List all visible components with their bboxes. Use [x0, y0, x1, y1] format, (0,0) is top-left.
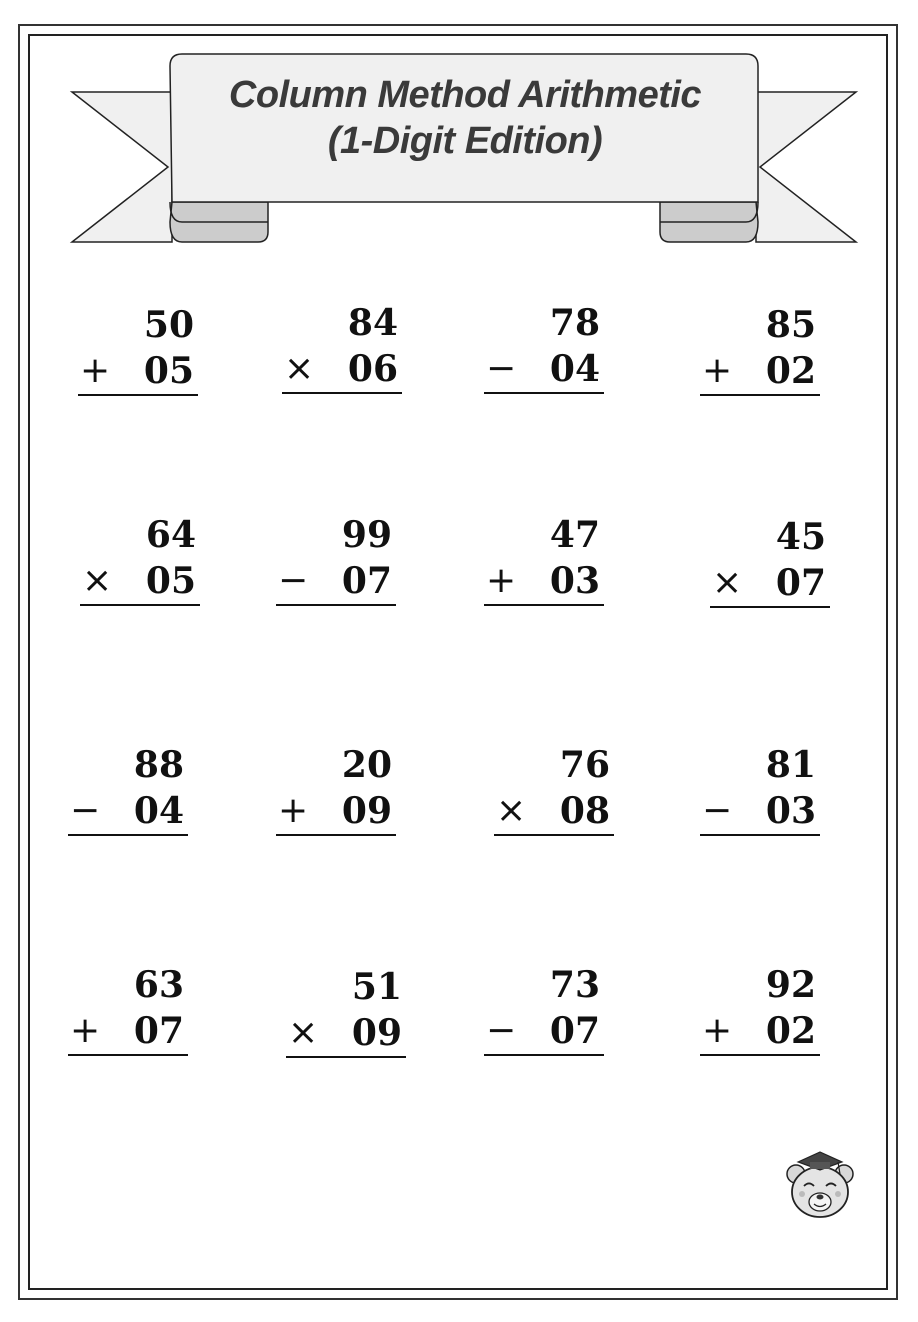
operator: − — [278, 560, 309, 601]
problem-2 — [282, 300, 402, 394]
problem-top-number: 50 — [143, 304, 194, 346]
problem-bottom-number: 07 — [133, 1010, 184, 1052]
problem-top-number: 51 — [351, 966, 402, 1008]
problem-5 — [80, 512, 200, 606]
operator: − — [486, 1010, 517, 1051]
problem-8 — [710, 514, 830, 608]
problem-bottom-number: 07 — [775, 562, 826, 604]
operator: × — [496, 790, 527, 831]
problem-bottom-number: 03 — [765, 790, 816, 832]
problem-top-number: 20 — [341, 744, 392, 786]
problem-top-number: 63 — [133, 964, 184, 1006]
problem-bottom-number: 03 — [549, 560, 600, 602]
problem-6 — [276, 512, 396, 606]
problem-4 — [700, 302, 820, 396]
operator: + — [278, 790, 309, 831]
problem-bottom-number: 09 — [351, 1012, 402, 1054]
operator: − — [702, 790, 733, 831]
operator: − — [486, 348, 517, 389]
problem-7 — [484, 512, 604, 606]
problem-10 — [276, 742, 396, 836]
problem-top-number: 85 — [765, 304, 816, 346]
problem-top-number: 78 — [549, 302, 600, 344]
problem-bottom-number: 02 — [765, 350, 816, 392]
problem-15 — [484, 962, 604, 1056]
operator: + — [702, 350, 733, 391]
problem-bottom-number: 07 — [341, 560, 392, 602]
operator: + — [486, 560, 517, 601]
mascot-logo-icon — [784, 1148, 856, 1220]
problem-top-number: 47 — [549, 514, 600, 556]
operator: × — [284, 348, 315, 389]
problem-3 — [484, 300, 604, 394]
problem-14 — [286, 964, 406, 1058]
problem-top-number: 45 — [775, 516, 826, 558]
operator: × — [82, 560, 113, 601]
problem-1 — [78, 302, 198, 396]
problem-bottom-number: 02 — [765, 1010, 816, 1052]
problem-top-number: 88 — [133, 744, 184, 786]
problem-12 — [700, 742, 820, 836]
problem-bottom-number: 09 — [341, 790, 392, 832]
problem-bottom-number: 05 — [143, 350, 194, 392]
problem-bottom-number: 04 — [549, 348, 600, 390]
problem-bottom-number: 08 — [559, 790, 610, 832]
problem-bottom-number: 05 — [145, 560, 196, 602]
problem-9 — [68, 742, 188, 836]
operator: + — [702, 1010, 733, 1051]
problem-bottom-number: 07 — [549, 1010, 600, 1052]
problem-top-number: 64 — [145, 514, 196, 556]
operator: + — [70, 1010, 101, 1051]
problem-bottom-number: 04 — [133, 790, 184, 832]
problem-top-number: 92 — [765, 964, 816, 1006]
problem-top-number: 76 — [559, 744, 610, 786]
operator: × — [288, 1012, 319, 1053]
problem-13 — [68, 962, 188, 1056]
problem-bottom-number: 06 — [347, 348, 398, 390]
problem-top-number: 99 — [341, 514, 392, 556]
problem-top-number: 84 — [347, 302, 398, 344]
problem-16 — [700, 962, 820, 1056]
problem-11 — [494, 742, 614, 836]
problem-top-number: 81 — [765, 744, 816, 786]
worksheet-title — [170, 72, 760, 164]
title-line-1: Column Method Arithmetic — [228, 74, 702, 116]
operator: × — [712, 562, 743, 603]
title-line-2: (1-Digit Edition) — [327, 120, 603, 162]
operator: − — [70, 790, 101, 831]
operator: + — [80, 350, 111, 391]
problem-top-number: 73 — [549, 964, 600, 1006]
